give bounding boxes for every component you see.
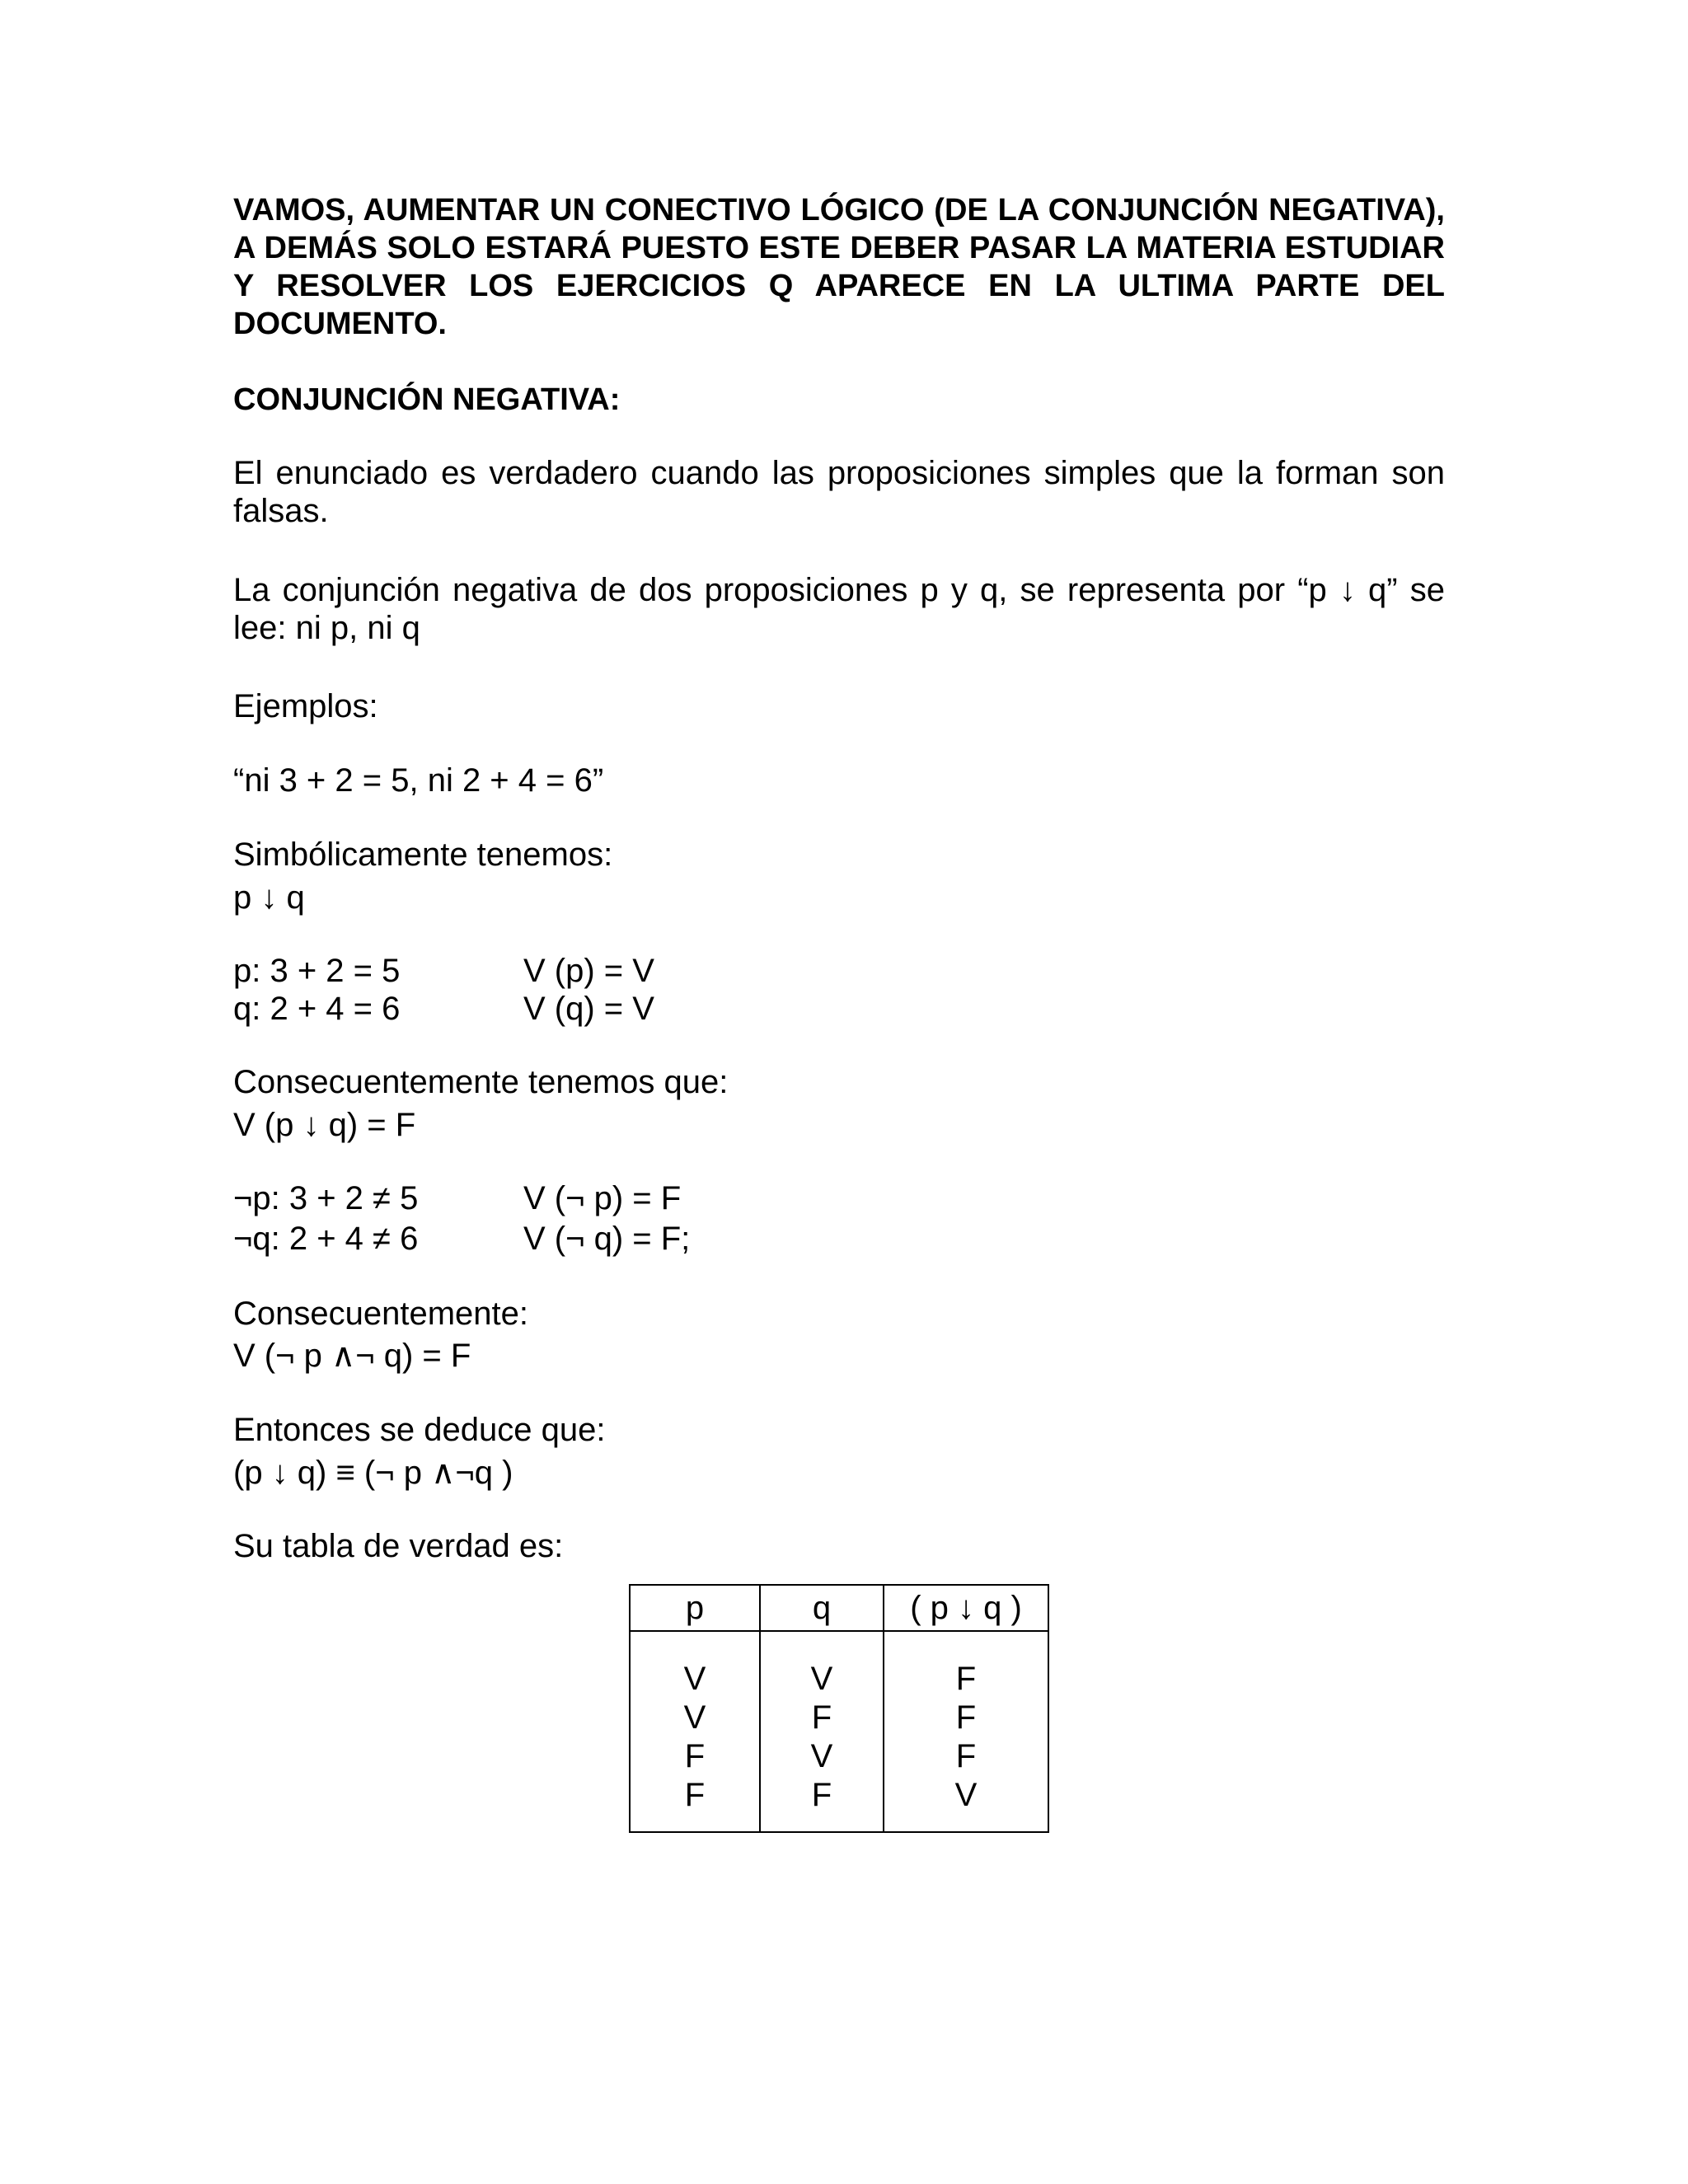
value-q: V (q) = V (523, 991, 654, 1027)
symbolic-expression: p ↓ q (233, 879, 305, 916)
table-cell: V (810, 1738, 833, 1774)
deduce-expression: (p ↓ q) ≡ (¬ p ∧¬q ) (233, 1455, 513, 1491)
table-cell: F (955, 1661, 977, 1697)
table-cell: F (955, 1699, 977, 1736)
table-column-q (761, 1660, 883, 1815)
table-column-p (631, 1660, 759, 1815)
table-cell: F (684, 1777, 706, 1813)
table-header-q: q (812, 1590, 832, 1626)
table-header-p: p (685, 1590, 705, 1626)
table-cell: V (954, 1777, 978, 1813)
consequently-label: Consecuentemente tenemos que: (233, 1064, 729, 1100)
example-sentence: “ni 3 + 2 = 5, ni 2 + 4 = 6” (233, 762, 604, 799)
symbolic-label: Simbólicamente tenemos: (233, 837, 613, 873)
intro-paragraph: VAMOS, AUMENTAR UN CONECTIVO LÓGICO (DE LA CONJUNCIÓN NEGATIVA), A DEMÁS SOLO ESTARÁ PUESTO ESTE DEBER PASAR LA MATERIA ESTUDIAR Y RESOLVER LOS EJERCICIOS Q APARECE EN LA ULTIMA PARTE DEL DOCUMENTO. (233, 193, 1445, 341)
table-cell: V (683, 1661, 706, 1697)
negation-q: ¬q: 2 + 4 ≠ 6 (233, 1221, 419, 1257)
section-title: CONJUNCIÓN NEGATIVA: (233, 382, 621, 417)
value-negation-q: V (¬ q) = F; (523, 1221, 691, 1257)
proposition-p: p: 3 + 2 = 5 (233, 953, 401, 989)
table-cell: F (811, 1699, 832, 1736)
negation-p: ¬p: 3 + 2 ≠ 5 (233, 1180, 419, 1216)
value-negation-p: V (¬ p) = F (523, 1180, 682, 1216)
truth-table (629, 1584, 1049, 1833)
proposition-q: q: 2 + 4 = 6 (233, 991, 401, 1027)
table-cell: V (683, 1699, 706, 1736)
table-cell: V (810, 1661, 833, 1697)
examples-label: Ejemplos: (233, 688, 378, 724)
table-cell: F (684, 1738, 706, 1774)
table-cell: F (811, 1777, 832, 1813)
table-cell: F (955, 1738, 977, 1774)
consequently2-expression: V (¬ p ∧¬ q) = F (233, 1338, 471, 1374)
consequently-expression: V (p ↓ q) = F (233, 1107, 416, 1143)
consequently2-label: Consecuentemente: (233, 1296, 529, 1332)
definition-paragraph: El enunciado es verdadero cuando las proposiciones simples que la forman son falsas. (233, 455, 1445, 529)
table-column-result (884, 1660, 1048, 1815)
table-header-divider (631, 1630, 1048, 1632)
table-label: Su tabla de verdad es: (233, 1528, 564, 1564)
table-header-result: ( p ↓ q ) (910, 1590, 1022, 1626)
value-p: V (p) = V (523, 953, 654, 989)
deduce-label: Entonces se deduce que: (233, 1412, 606, 1448)
representation-paragraph: La conjunción negativa de dos proposiciones p y q, se representa por “p ↓ q” se lee: ni p, ni q (233, 572, 1445, 646)
